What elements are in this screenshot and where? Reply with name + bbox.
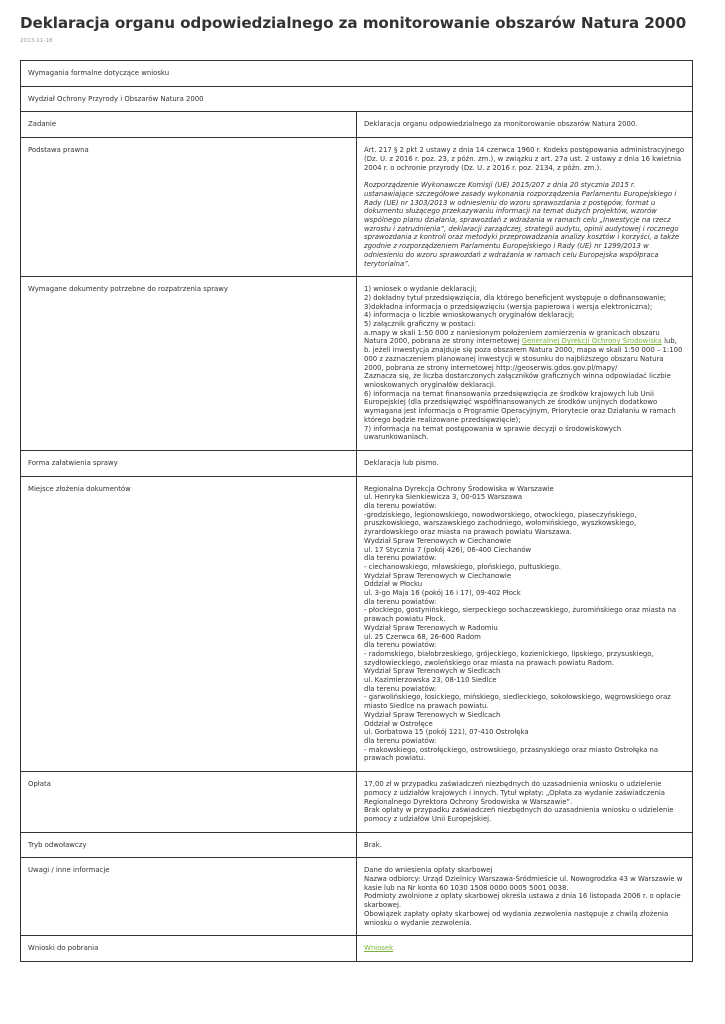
address-line: - garwolińskiego, łosickiego, mińskiego, siedleckiego, sokołowskiego, węgrowskiego oraz miasto Siedlce na prawach powiatu. <box>364 693 671 711</box>
table-row-uwagi <box>21 858 693 936</box>
address-line: ul. 3-go Maja 16 (pokój 16 i 17), 09-402 Płock <box>364 589 521 598</box>
table-row <box>21 61 693 87</box>
header-row-department: Wydział Ochrony Przyrody i Obszarów Natura 2000 <box>21 86 693 112</box>
row-label: Uwagi / inne informacje <box>21 858 357 936</box>
address-line: Wydział Spraw Terenowych w Ciechanowie <box>364 536 512 545</box>
address-line: dla terenu powiatów: <box>364 684 437 693</box>
list-item: 7) informacja na temat postępowania w sprawie decyzji o środowiskowych uwarunkowaniach. <box>364 424 622 442</box>
table-row-zadanie <box>21 112 693 138</box>
row-value <box>357 858 693 936</box>
address-line: Regionalna Dyrekcja Ochrony Środowiska w Warszawie <box>364 484 554 493</box>
requirements-table <box>20 60 693 962</box>
table-row-podstawa <box>21 138 693 277</box>
address-line: - ciechanowskiego, mławskiego, płońskiego, pułtuskiego. <box>364 562 561 571</box>
address-line: dla terenu powiatów: <box>364 641 437 650</box>
list-item: 1) wniosek o wydanie deklaracji; <box>364 285 477 294</box>
address-line: dla terenu powiatów: <box>364 502 437 511</box>
row-value <box>357 476 693 772</box>
row-label: Podstawa prawna <box>21 138 357 277</box>
table-row-tryb <box>21 832 693 858</box>
list-item: 5) załącznik graficzny w postaci: <box>364 320 476 329</box>
fee-text: Brak opłaty w przypadku zaświadczeń niezbędnych do uzasadnienia wniosku o udzielenie pomocy z udziałów Unii Europejskiej. <box>364 806 674 823</box>
table-row-miejsce <box>21 476 693 772</box>
row-label: Wymagane dokumenty potrzebne do rozpatrzenia sprawy <box>21 277 357 451</box>
notes-line: Nazwa odbiorcy: Urząd Dzielnicy Warszawa-Śródmieście ul. Nowogrodzka 43 w Warszawie w kasie lub na Nr konta 60 1030 1508 0000 0005 5001 0038. <box>364 875 683 892</box>
list-item-text: lub, <box>661 337 677 346</box>
list-item: 4) informacja o liczbie wnioskowanych oryginałów deklaracji; <box>364 311 575 320</box>
legal-basis-paragraph: Art. 217 § 2 pkt 2 ustawy z dnia 14 czerwca 1960 r. Kodeks postępowania administracyjnego (Dz. U. z 2016 r. poz. 23, z późn. zm.), w związku z art. 27a ust. 2 ustawy z dnia 16 kwietnia 2004 r. o ochronie przyrody (Dz. U. z 2016 r. poz. 2134, z późn. zm.). <box>364 146 685 172</box>
row-value <box>357 277 693 451</box>
address-line: -grodziskiego, legionowskiego, nowodworskiego, otwockiego, piaseczyńskiego, pruszkowskiego, warszawskiego zachodniego, wołomińskiego, wyszkowskiego, żyrardowskiego oraz miasta na prawach powiatu Warszawa. <box>364 510 637 537</box>
list-item: b. jeżeli inwestycja znajduje się poza obszarem Natura 2000, mapa w skali 1:50 000 – 1:100 000 z zaznaczeniem planowanej inwestycji w stosunku do najbliższego obszaru Natura 2000, pobrana ze strony internetowej http://geoserwis.gdos.gov.pl/mapy/ <box>364 346 683 372</box>
list-item: Zaznacza się, że liczba dostarczonych załączników graficznych winna odpowiadać liczbie wnioskowanych oryginałów deklaracji. <box>364 372 671 389</box>
row-label: Zadanie <box>21 112 357 138</box>
address-line: - radomskiego, białobrzeskiego, grójeckiego, kozienickiego, lipskiego, przysuskiego, szydłowieckiego, zwoleńskiego oraz miasta na prawach powiatu Radom. <box>364 649 654 667</box>
address-line: dla terenu powiatów: <box>364 554 437 563</box>
notes-line: Podmioty zwolnione z opłaty skarbowej określa ustawa z dnia 16 listopada 2006 r. o opłacie skarbowej. <box>364 892 681 910</box>
table-row-dokumenty <box>21 277 693 451</box>
address-line: ul. 25 Czerwca 68, 26-600 Radom <box>364 632 481 641</box>
address-line: Wydział Spraw Terenowych w Radomiu <box>364 623 498 632</box>
row-label: Forma załatwienia sprawy <box>21 450 357 476</box>
page-title: Deklaracja organu odpowiedzialnego za monitorowanie obszarów Natura 2000 <box>20 14 687 32</box>
list-item: 2) dokładny tytuł przedsięwzięcia, dla którego beneficjent występuje o dofinansowanie; <box>364 293 667 302</box>
list-item: 6) informacja na temat finansowania przedsięwzięcia ze środków krajowych lub Unii Europejskiej (dla przedsięwzięć współfinansowanych ze środków unijnych dodatkowo wymagana jest informacja o Programie Operacyjnym, Priorytecie oraz Działaniu w ramach którego będzie realizowane przedsięwzięcie); <box>364 389 676 424</box>
table-row-oplata <box>21 772 693 833</box>
address-line: dla terenu powiatów: <box>364 597 437 606</box>
download-application-link[interactable]: Wniosek <box>364 944 394 953</box>
table-row-forma <box>21 450 693 476</box>
address-line: dla terenu powiatów: <box>364 737 437 745</box>
fee-text: 17,00 zł w przypadku zaświadczeń niezbędnych do uzasadnienia wniosku o udzielenie pomocy z udziałów krajowych i innych. Tytuł wpłaty: „Opłata za wydanie zaświadczenia Regionalnego Dyrektora Ochrony Środowiska w Warszawie”. <box>364 780 665 806</box>
row-label: Miejsce złożenia dokumentów <box>21 476 357 772</box>
address-line: - płockiego, gostynińskiego, sierpeckiego sochaczewskiego, żuromińskiego oraz miasta na prawach powiatu Płock. <box>364 606 677 624</box>
row-value: Deklaracja lub pismo. <box>357 450 693 476</box>
row-value: Deklaracja organu odpowiedzialnego za monitorowanie obszarów Natura 2000. <box>357 112 693 138</box>
address-line: ul. Gorbatowa 15 (pokój 121), 07-410 Ostrołęka <box>364 728 529 737</box>
address-line: - makowskiego, ostrołęckiego, ostrowskiego, przasnyskiego oraz miasto Ostrołęka na prawach powiatu. <box>364 745 659 763</box>
list-item: 3)dokładna informacja o przedsięwzięciu (wersja papierowa i wersja elektroniczna); <box>364 302 653 311</box>
header-row-requirements: Wymagania formalne dotyczące wniosku <box>21 61 693 87</box>
publish-date: 2013-11-18 <box>20 38 53 44</box>
row-value <box>357 138 693 277</box>
table-row <box>21 86 693 112</box>
row-label: Opłata <box>21 772 357 833</box>
list-item-text: a.mapy w skali 1:50 000 z naniesionym położeniem zamierzenia w granicach obszaru Natura 2000, pobrana ze strony internetowej <box>364 328 660 346</box>
row-label: Tryb odwoławczy <box>21 832 357 858</box>
row-label: Wnioski do pobrania <box>21 936 357 962</box>
row-value: Brak. <box>357 832 693 858</box>
address-line: Wydział Spraw Terenowych w Siedlcach <box>364 710 501 719</box>
notes-line: Dane do wniesienia opłaty skarbowej <box>364 866 493 875</box>
address-line: Wydział Spraw Terenowych w Ciechanowie <box>364 571 512 580</box>
table-row-wnioski <box>21 936 693 962</box>
address-line: Oddział w Ostrołęce <box>364 719 433 728</box>
address-line: ul. Kazimierzowska 23, 08-110 Siedlce <box>364 676 497 685</box>
gdos-link[interactable]: Generalnej Dyrekcji Ochrony Środowiska <box>521 337 662 346</box>
legal-basis-regulation: Rozporządzenie Wykonawcze Komisji (UE) 2015/207 z dnia 20 stycznia 2015 r. ustanawiające szczegółowe zasady wykonania rozporządzenia Parlamentu Europejskiego i Rady (UE) nr 1303/2013 w odniesieniu do wzoru sprawozdania z postępów, format u dokumentu służącego przekazywaniu informacji na temat dużych projektów, wzorów wspólnego planu działania, sprawozdań z wdrażania w ramach celu „Inwestycje na rzecz wzrostu i zatrudnienia”, deklaracji zarządczej, strategii audytu, opinii audytowej i rocznego sprawozdania z kontroli oraz metodyki przeprowadzania analizy kosztów i korzyści, a także zgodnie z rozporządzeniem Parlamentu Europejskiego i Rady (UE) nr 1299/2013 w odniesieniu do wzoru sprawozdań z wdrażania w ramach celu Europejska współpraca terytorialna”. <box>364 181 680 268</box>
address-line: ul. 17 Stycznia 7 (pokój 426), 06-400 Ciechanów <box>364 545 532 554</box>
row-value <box>357 936 693 962</box>
notes-line: Obowiązek zapłaty opłaty skarbowej od wydania zezwolenia następuje z chwilą złożenia wniosku o wydanie zezwolenia. <box>364 909 669 927</box>
address-line: Wydział Spraw Terenowych w Siedlcach <box>364 667 501 676</box>
address-line: ul. Henryka Sienkiewicza 3, 00-015 Warszawa <box>364 493 523 502</box>
list-item <box>364 329 685 346</box>
address-line: Oddział w Płocku <box>364 580 423 589</box>
row-value <box>357 772 693 833</box>
